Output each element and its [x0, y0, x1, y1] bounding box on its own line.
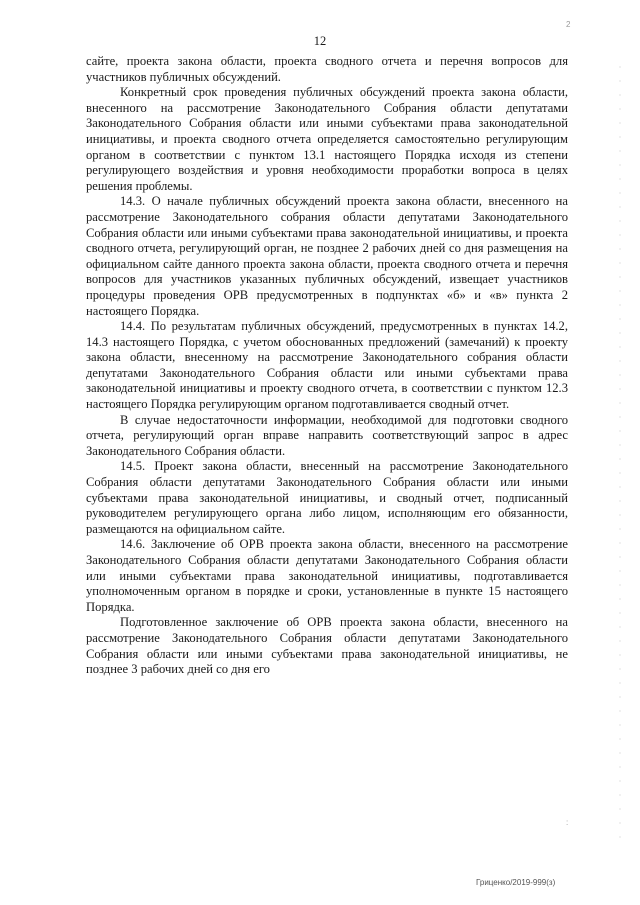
scan-margin-dots [619, 60, 621, 850]
paragraph-14-5: 14.5. Проект закона области, внесенный на рассмотрение Законодательного Собрания области депутатами Законодательного Собрания области или иными субъектами права законодательной инициативы, и сводный отчет, подписанный руководителем регулирующего органа либо лицом, исполняющим его обязанности, размещаются на официальном сайте. [86, 459, 568, 536]
corner-mark-top: 2 [566, 20, 571, 29]
paragraph-continuation: сайте, проекта закона области, проекта сводного отчета и перечня вопросов для участников публичных обсуждений. [86, 54, 568, 84]
page-number: 12 [313, 34, 327, 48]
document-body [86, 54, 568, 678]
paragraph-14-4: 14.4. По результатам публичных обсуждений, предусмотренных в пунктах 14.2, 14.3 настоящего Порядка, с учетом обоснованных предложений (замечаний) к проекту закона области, внесенному на рассмотрение Законодательного собрания области депутатами Законодательного Собрания области или иными субъектами права законодательной инициативы и проекту сводного отчета, в соответствии с пунктом 12.3 настоящего Порядка регулирующим органом подготавливается сводный отчет. [86, 319, 568, 412]
paragraph-specific-term: Конкретный срок проведения публичных обсуждений проекта закона области, внесенного на рассмотрение Законодательного Собрания области депутатами Законодательного Собрания области или иными субъектами права законодательной инициативы, и проекта сводного отчета определяется самостоятельно регулирующим органом в соответствии с пунктом 13.1 настоящего Порядка исходя из степени регулирующего воздействия и уровня необходимости проработки вопроса в целях решения проблемы. [86, 85, 568, 193]
paragraph-insufficient-info: В случае недостаточности информации, необходимой для подготовки сводного отчета, регулирующий орган вправе направить соответствующий запрос в адрес Законодательного Собрания области. [86, 412, 568, 458]
corner-mark-bottom: : [566, 818, 569, 827]
paragraph-prepared-conclusion: Подготовленное заключение об ОРВ проекта закона области, внесенного на рассмотрение Законодательного Собрания области депутатами Законодательного Собрания области или иными субъектами права законодательной инициативы, не позднее 3 рабочих дней со дня его [86, 615, 568, 677]
paragraph-14-6: 14.6. Заключение об ОРВ проекта закона области, внесенного на рассмотрение Законодательного Собрания области депутатами Законодательного Собрания области или иными субъектами права законодательной инициативы, подготавливается уполномоченным органом в порядке и сроки, установленные в пункте 15 настоящего Порядка. [86, 537, 568, 614]
paragraph-14-3: 14.3. О начале публичных обсуждений проекта закона области, внесенного на рассмотрение Законодательного собрания области депутатами Законодательного Собрания области или иными субъектами права законодательной инициативы, и проекта сводного отчета, регулирующий орган, не позднее 2 рабочих дней со дня размещения на официальном сайте данного проекта закона области, проекта сводного отчета и перечня вопросов для участников указанных публичных обсуждений, извещает участников процедуры проведения ОРВ предусмотренных в подпунктах «б» и «в» пункта 2 настоящего Порядка. [86, 194, 568, 318]
footer-document-code: Гриценко/2019-999(з) [476, 878, 556, 887]
